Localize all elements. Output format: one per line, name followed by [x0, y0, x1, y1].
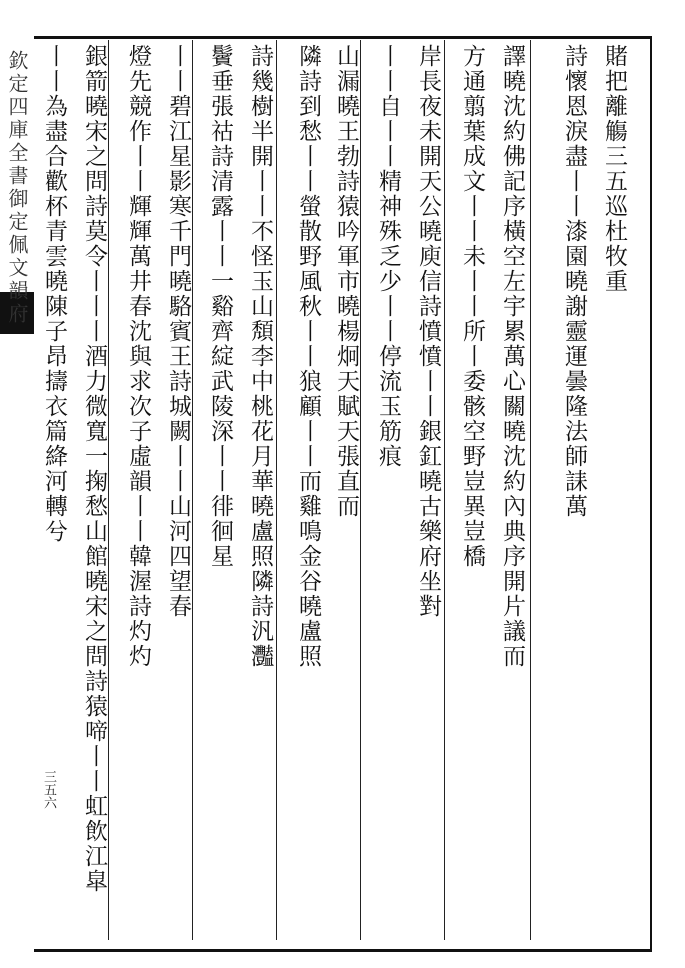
text-column-4: 方通翦葉成文丨丨未丨丨所丨委骸空野豈異豈橋: [459, 44, 485, 569]
margin-book-title: 御定佩文韻府: [5, 188, 29, 326]
text-column-2: 詩懷恩淚盡丨丨漆園曉謝靈運曇隆法師誄萬: [561, 44, 587, 519]
text-column-1: 賭把離觴三五巡杜牧重: [601, 44, 627, 294]
text-column-5: 岸長夜未開天公曉庾信詩憤憤丨丨銀釭曉古樂府坐對: [415, 44, 441, 619]
text-column-13: 銀箭曉宋之問詩莫令丨丨丨酒力微寬一掬愁山館曉宋之問詩猿啼丨丨虹飲江皐: [81, 44, 107, 894]
text-column-10: 鬢垂張祜詩清露丨丨一谿齊綻武陵深丨丨徘徊星: [207, 44, 233, 569]
text-column-14: 丨丨為盡合歡杯青雲曉陳子昂擣衣篇絳河轉兮: [41, 44, 67, 544]
page-number: 三五六: [41, 770, 56, 809]
margin-library-title: 欽定四庫全書: [5, 50, 29, 188]
margin-header: [4, 50, 32, 930]
text-column-12: 燈先競作丨丨輝輝萬井春沈與求次子虛韻丨丨韓渥詩灼灼: [125, 44, 151, 669]
text-column-7: 山漏曉王勃詩猿吟軍市曉楊炯天賦天張直而: [333, 44, 359, 519]
text-column-3: 譯曉沈約佛記序橫空左宇累萬心關曉沈約內典序開片議而: [499, 44, 525, 669]
text-column-11: 丨丨碧江星影寒千門曉駱賓王詩城闕丨丨山河四望春: [165, 44, 191, 619]
text-column-8: 隣詩到愁丨丨螢散野風秋丨丨狼顧丨丨而雞鳴金谷曉盧照: [295, 44, 321, 669]
text-column-9: 詩幾樹半開丨丨不怪玉山頽李中桃花月華曉盧照隣詩汎灩: [247, 44, 273, 669]
text-column-6: 丨丨自丨丨精神殊乏少丨丨停流玉筋痕: [375, 44, 401, 469]
